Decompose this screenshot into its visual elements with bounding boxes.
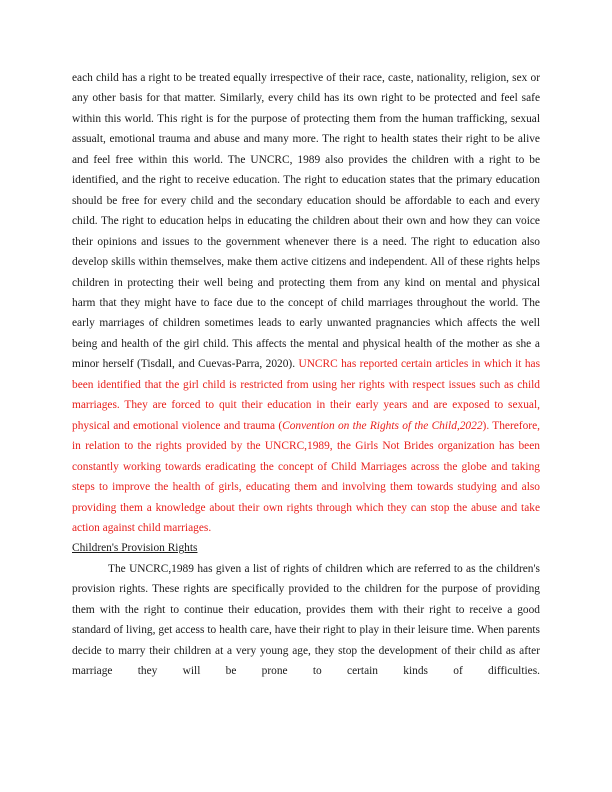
paragraph-text: each child has a right to be treated equally irrespective of their race, caste, nationality, religion, sex or any other basis for that matter. Similarly, every child has its own right to be protected and feel safe within this world. This right is for the purpose of protecting them from the human trafficking, sexual assualt, emotional trauma and abuse and many more. The right to health states their right to be alive and feel free within this world. The UNCRC, 1989 also provides the children with a right to be identified, and the right to receive education. The right to education states that the primary education should be free for every child and the secondary education should be affordable to each and every child. The right to education helps in educating the children about their own and how they can voice their opinions and issues to the government whenever there is a need. The right to education also develop skills within themselves, make them active citizens and independent. All of these rights helps children in protecting their well being and protecting them from any kind on mental and physical harm that they might have to face due to the concept of child marriages throughout the world. The early marriages of children sometimes leads to early unwanted pragnancies which affects the well being and health of the girl child. This affects the mental and physical health of the mother as she a minor herself (Tisdall, and Cuevas-Parra, 2020).	[72, 72, 540, 371]
document-page	[72, 68, 540, 682]
highlighted-text	[72, 358, 540, 534]
body-paragraph-provision: The UNCRC,1989 has given a list of rights of children which are referred to as the children's provision rights. These rights are specifically provided to the children for the purpose of providing them with the right to continue their education, provides them with their right to receive a good standard of living, get access to health care, have their right to play in their leisure time. When parents decide to marry their children at a very young age, they stop the development of their child as after marriage they will be prone to certain kinds of difficulties.	[72, 562, 540, 678]
section-heading: Children's Provision Rights	[72, 542, 198, 555]
body-paragraph-rights	[72, 68, 540, 538]
highlighted-text-part: UNCRC has reported certain articles in which it has been identified that the girl child is restricted from using her rights with respect issues such as child marriages. They are forced to quit their education in their early years and are exposed to sexual, physical and emotional violence and trauma (	[72, 358, 540, 432]
highlighted-text-part: ). Therefore, in relation to the rights provided by the UNCRC,1989, the Girls Not Brides organization has been constantly working towards eradicating the concept of Child Marriages across the globe and taking steps to improve the health of girls, educating them and involving them towards studying and also providing them a knowledge about their own rights through which they can stop the abuse and take action against child marriages.	[72, 419, 540, 534]
citation-italic: Convention on the Rights of the Child,2022	[282, 419, 483, 432]
